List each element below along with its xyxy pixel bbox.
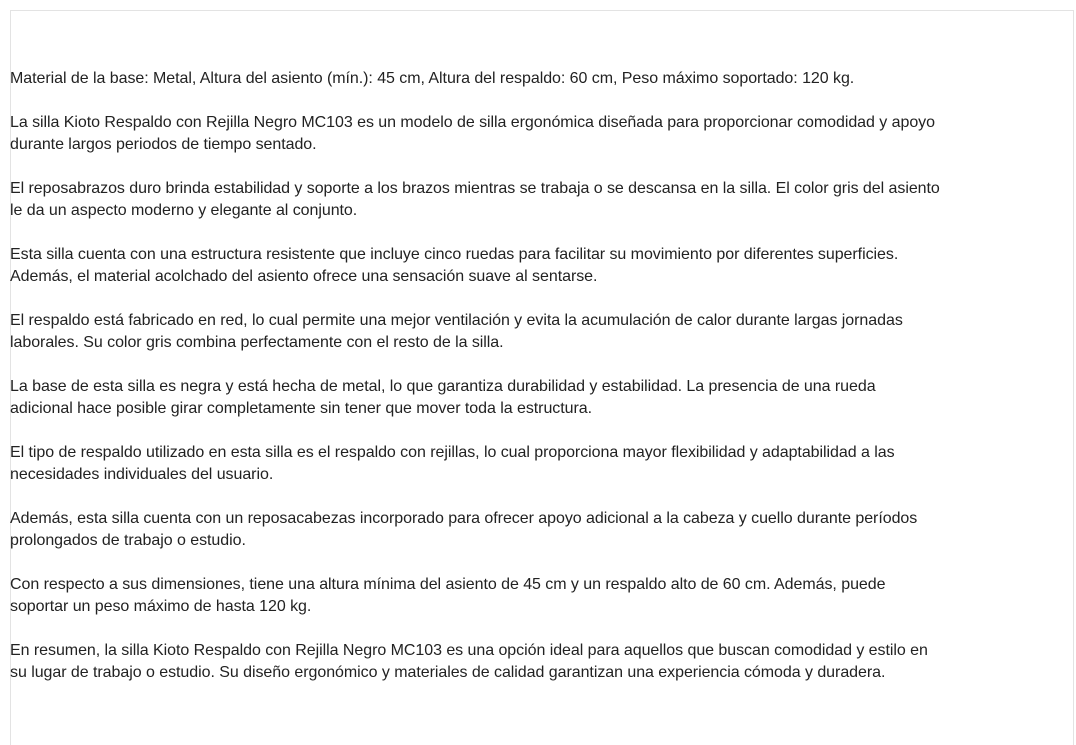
paragraph-line: laborales. Su color gris combina perfectamente con el resto de la silla.	[10, 334, 504, 351]
paragraph-line: prolongados de trabajo o estudio.	[10, 532, 246, 549]
paragraph-line: El reposabrazos duro brinda estabilidad y soporte a los brazos mientras se trabaja o se descansa en la silla. El color gris del asiento	[10, 180, 940, 197]
paragraph-line: Además, esta silla cuenta con un reposacabezas incorporado para ofrecer apoyo adicional a la cabeza y cuello durante períodos	[10, 510, 918, 527]
description-paragraph-intro	[10, 112, 1070, 156]
paragraph-line: El tipo de respaldo utilizado en esta silla es el respaldo con rejillas, lo cual proporciona mayor flexibilidad y adaptabilidad a las	[10, 444, 895, 461]
paragraph-line: Material de la base: Metal, Altura del asiento (mín.): 45 cm, Altura del respaldo: 60 cm, Peso máximo soportado: 120 kg.	[10, 70, 855, 87]
paragraph-line: La silla Kioto Respaldo con Rejilla Negro MC103 es un modelo de silla ergonómica diseñada para proporcionar comodidad y apoyo	[10, 114, 935, 131]
paragraph-line: necesidades individuales del usuario.	[10, 466, 274, 483]
description-paragraph-summary	[10, 640, 1070, 684]
description-paragraph-structure	[10, 244, 1070, 288]
product-description	[10, 68, 1070, 706]
paragraph-line: Además, el material acolchado del asiento ofrece una sensación suave al sentarse.	[10, 268, 598, 285]
description-paragraph-headrest	[10, 508, 1070, 552]
paragraph-line: soportar un peso máximo de hasta 120 kg.	[10, 598, 312, 615]
paragraph-line: su lugar de trabajo o estudio. Su diseño ergonómico y materiales de calidad garantizan una experiencia cómoda y duradera.	[10, 664, 886, 681]
paragraph-line: durante largos periodos de tiempo sentado.	[10, 136, 317, 153]
description-paragraph-backrest	[10, 310, 1070, 354]
paragraph-line: le da un aspecto moderno y elegante al conjunto.	[10, 202, 358, 219]
description-paragraph-dimensions	[10, 574, 1070, 618]
paragraph-line: Con respecto a sus dimensiones, tiene una altura mínima del asiento de 45 cm y un respaldo alto de 60 cm. Además, puede	[10, 576, 886, 593]
description-paragraph-base	[10, 376, 1070, 420]
description-paragraph-specs	[10, 68, 1070, 90]
paragraph-line: En resumen, la silla Kioto Respaldo con Rejilla Negro MC103 es una opción ideal para aquellos que buscan comodidad y estilo en	[10, 642, 928, 659]
description-paragraph-backrest-type	[10, 442, 1070, 486]
paragraph-line: adicional hace posible girar completamente sin tener que mover toda la estructura.	[10, 400, 593, 417]
paragraph-line: Esta silla cuenta con una estructura resistente que incluye cinco ruedas para facilitar su movimiento por diferentes superficies.	[10, 246, 899, 263]
paragraph-line: El respaldo está fabricado en red, lo cual permite una mejor ventilación y evita la acumulación de calor durante largas jornadas	[10, 312, 903, 329]
description-paragraph-armrest	[10, 178, 1070, 222]
paragraph-line: La base de esta silla es negra y está hecha de metal, lo que garantiza durabilidad y estabilidad. La presencia de una rueda	[10, 378, 876, 395]
